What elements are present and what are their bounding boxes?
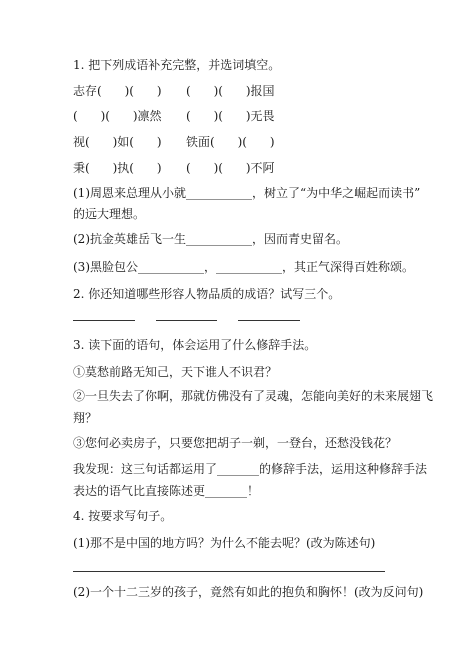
idiom-row1-right: ( )( )报国 bbox=[186, 84, 275, 98]
idiom-row1-left: 志存( )( ) bbox=[73, 84, 162, 98]
q1-title: 1. 把下列成语补充完整，并选词填空。 bbox=[73, 58, 281, 72]
q3-title: 3. 读下面的语句，体会运用了什么修辞手法。 bbox=[73, 338, 317, 352]
q3-finding-line2: 表达的语气比直接陈述更_______！ bbox=[73, 484, 260, 498]
q1-sentence2: (2)抗金英雄岳飞一生___________，因而青史留名。 bbox=[73, 232, 348, 246]
q3-item3: ③您何必卖房子，只要您把胡子一剃，一登台，还愁没钱花？ bbox=[73, 436, 398, 450]
answer-blank-2[interactable] bbox=[156, 320, 217, 321]
q4-sentence1: (1)那不是中国的地方吗？为什么不能去呢？(改为陈述句) bbox=[73, 536, 376, 550]
q2-title: 2. 你还知道哪些形容人物品质的成语？试写三个。 bbox=[73, 287, 341, 301]
q3-finding-line1: 我发现：这三句话都运用了_______的修辞手法，运用这种修辞手法 bbox=[73, 462, 428, 476]
q1-sentence1-line2: 的远大理想。 bbox=[73, 207, 146, 221]
idiom-row2-left: ( )( )凛然 bbox=[73, 109, 162, 123]
q1-sentence3: (3)黑脸包公___________，___________，其正气深得百姓称颂。 bbox=[73, 260, 414, 274]
idiom-row3-right: 铁面( )( ) bbox=[186, 135, 275, 149]
idiom-row3-left: 视( )如( ) bbox=[73, 135, 162, 149]
answer-line-4-1[interactable] bbox=[73, 571, 385, 572]
idiom-row4-right: ( )( )不阿 bbox=[186, 161, 275, 175]
q1-sentence1-line1: (1)周恩来总理从小就___________，树立了“为中华之崛起而读书” bbox=[73, 186, 421, 200]
q3-item2-line1: ②一旦失去了你啊，那就仿佛没有了灵魂，怎能向美好的未来展翅飞 bbox=[73, 389, 434, 403]
answer-blank-1[interactable] bbox=[73, 320, 135, 321]
q3-item1: ①莫愁前路无知己，天下谁人不识君？ bbox=[73, 365, 278, 379]
idiom-row2-right: ( )( )无畏 bbox=[186, 109, 275, 123]
q4-sentence2: (2)一个十二三岁的孩子，竟然有如此的抱负和胸怀！(改为反问句) bbox=[73, 585, 424, 599]
q3-item2-line2: 翔？ bbox=[73, 411, 98, 425]
idiom-row4-left: 秉( )执( ) bbox=[73, 161, 162, 175]
answer-blank-3[interactable] bbox=[238, 320, 300, 321]
q4-title: 4. 按要求写句子。 bbox=[73, 509, 173, 523]
